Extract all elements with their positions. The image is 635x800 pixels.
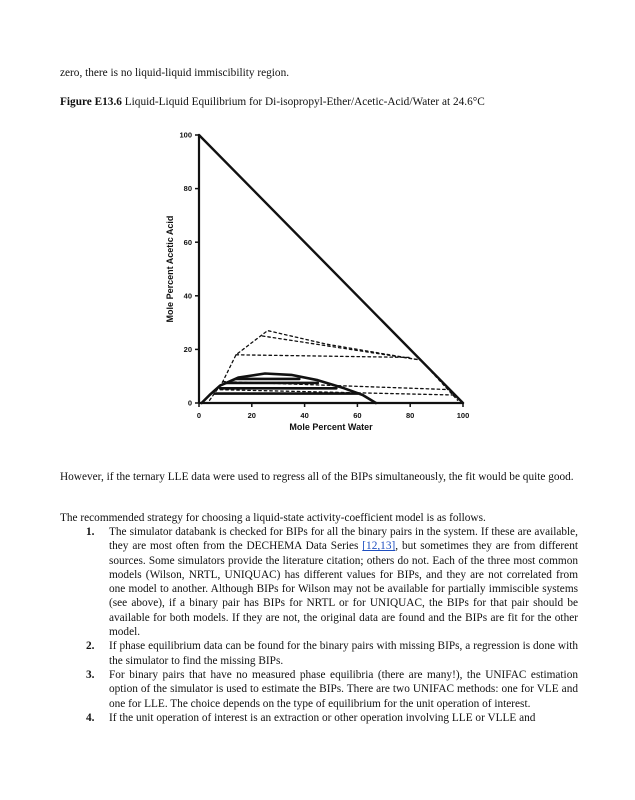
x-tick-label: 20 bbox=[247, 411, 256, 420]
step-number: 2. bbox=[86, 640, 95, 653]
series-line-6 bbox=[210, 331, 458, 401]
step-item bbox=[82, 639, 578, 668]
figure-caption-text: Liquid-Liquid Equilibrium for Di-isopropyl-Ether/Acetic-Acid/Water at 24.6°C bbox=[124, 96, 485, 108]
x-tick-label: 0 bbox=[196, 411, 202, 420]
step-text-continued: , but sometimes they are from different sources. Some simulators provide the literature citation; others do not. Each of the three most common models (Wilson, NRTL, UNIQUAC) has different values for BIPs, and they are not correlated from one model to another. Although BIPs for Wilson may not be available for partially immiscible systems (see above), if a binary pair has BIPs for NRTL or for UNIQUAC, the BIPs for that pair should be available for both models. If they are not, the original data are found and the BIPs are fit for the other model. bbox=[109, 540, 578, 639]
x-tick-label: 60 bbox=[353, 411, 362, 420]
y-tick-label: 0 bbox=[187, 398, 192, 408]
figure-caption bbox=[60, 95, 578, 110]
step-item bbox=[82, 711, 578, 725]
step-text: If phase equilibrium data can be found for the binary pairs with missing BIPs, a regression is done with the simulator to find the missing BIPs. bbox=[109, 640, 578, 667]
chart-labels bbox=[165, 131, 469, 432]
step-text: For binary pairs that have no measured phase equilibria (there are many!), the UNIFAC estimation option of the simulator is used to estimate the BIPs. There are two UNIFAC methods: one for VLE and one for LLE. The choice depends on the type of equilibrium for the unit operation of interest. bbox=[109, 668, 578, 710]
x-tick-label: 80 bbox=[406, 411, 415, 420]
y-axis-label: Mole Percent Acetic Acid bbox=[165, 215, 175, 323]
step-number: 4. bbox=[86, 711, 95, 724]
ternary-lle-chart bbox=[155, 125, 485, 435]
step-item bbox=[82, 525, 578, 639]
y-tick-label: 60 bbox=[183, 237, 192, 247]
step-item bbox=[82, 668, 578, 711]
step-text: If the unit operation of interest is an extraction or other operation involving LLE or VLLE and bbox=[109, 711, 536, 724]
y-tick-label: 100 bbox=[179, 130, 192, 140]
x-tick-label: 40 bbox=[300, 411, 309, 420]
reference-link[interactable]: [12,13] bbox=[362, 540, 396, 553]
figure-label: Figure E13.6 bbox=[60, 96, 122, 108]
body-paragraph: However, if the ternary LLE data were used to regress all of the BIPs simultaneously, the fit would be quite good. bbox=[60, 471, 574, 483]
x-tick-label: 100 bbox=[456, 411, 470, 420]
intro-paragraph: zero, there is no liquid-liquid immiscibility region. bbox=[60, 67, 290, 79]
series-line-7 bbox=[236, 355, 410, 358]
strategy-steps bbox=[82, 525, 578, 725]
y-tick-label: 80 bbox=[183, 184, 192, 194]
chart-svg bbox=[155, 125, 485, 435]
y-tick-label: 40 bbox=[183, 291, 192, 301]
y-tick-label: 20 bbox=[183, 345, 192, 354]
chart-series bbox=[199, 135, 463, 403]
step-number: 1. bbox=[86, 526, 95, 538]
step-text: The simulator databank is checked for BIPs for all the binary pairs in the system. If these are available, they are most often from the DECHEMA Data Series bbox=[109, 526, 578, 553]
chart-axes bbox=[195, 135, 463, 407]
x-axis-label: Mole Percent Water bbox=[289, 422, 373, 432]
step-number: 3. bbox=[86, 668, 95, 681]
strategy-intro: The recommended strategy for choosing a liquid-state activity-coefficient model is as follows. bbox=[60, 512, 486, 524]
